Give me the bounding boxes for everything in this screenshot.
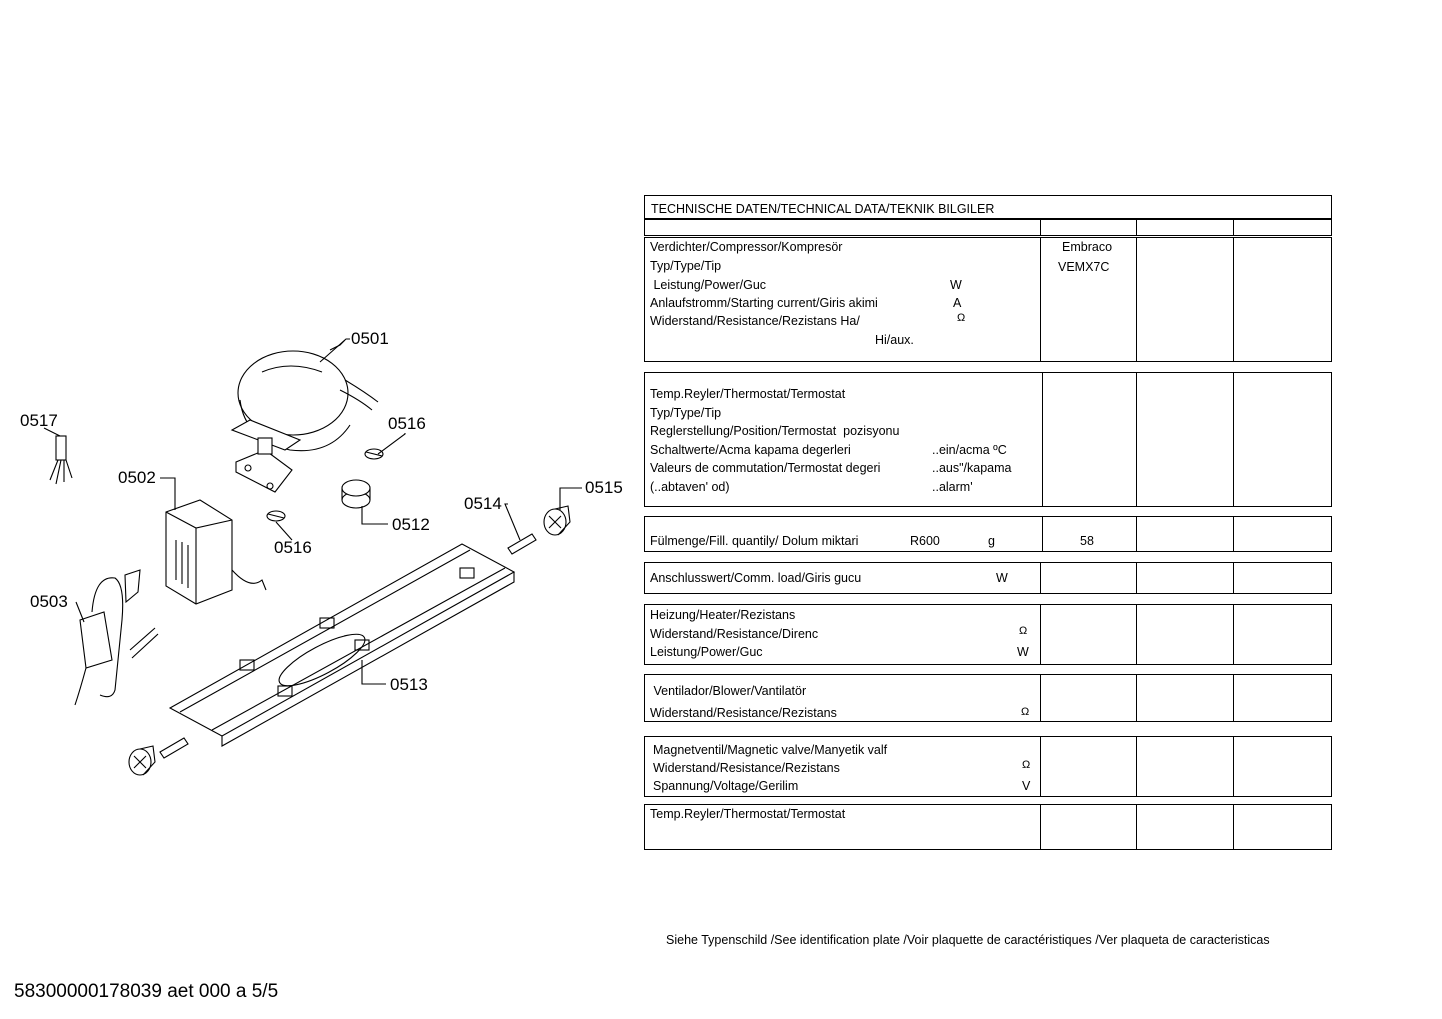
comm-load-label: Anschlusswert/Comm. load/Giris gucu — [650, 571, 862, 585]
compressor-drawing — [232, 340, 378, 492]
compressor-unit-a: A — [953, 296, 962, 310]
compressor-brand-value: Embraco — [1062, 240, 1113, 254]
heater-power-label: Leistung/Power/Guc — [650, 645, 763, 659]
valve-label: Magnetventil/Magnetic valve/Manyetik valf — [653, 743, 888, 757]
compressor-resistance-label: Widerstand/Resistance/Rezistans Ha/ — [650, 314, 860, 328]
part-label-0514: 0514 — [464, 494, 502, 513]
part-label-0503: 0503 — [30, 592, 68, 611]
heater-unit-ohm: Ω — [1019, 625, 1028, 637]
document-id: 58300000178039 aet 000 a 5/5 — [14, 981, 279, 1002]
valve-unit-v: V — [1022, 779, 1031, 793]
compressor-power-label: Leistung/Power/Guc — [650, 278, 767, 292]
heater-label: Heizung/Heater/Rezistans — [650, 608, 796, 622]
compressor-unit-w: W — [950, 278, 962, 292]
part-label-0513: 0513 — [390, 675, 428, 694]
part-label-0501: 0501 — [351, 329, 389, 348]
compressor-label: Verdichter/Compressor/Kompresör — [650, 240, 843, 254]
thermostat-position-label: Reglerstellung/Position/Termostat pozisyonu — [650, 424, 900, 438]
compressor-type-value: VEMX7C — [1058, 260, 1110, 274]
comm-load-unit: W — [996, 571, 1008, 585]
pin-drawing — [508, 534, 536, 554]
thermostat-unit-off: ..aus"/kapama — [932, 461, 1012, 475]
thermostat-switch-label: Schaltwerte/Acma kapama degerleri — [650, 443, 851, 457]
fill-quantity-label: Fülmenge/Fill. quantily/ Dolum miktari — [650, 534, 859, 548]
valve-unit-ohm: Ω — [1022, 759, 1031, 771]
blower-unit-ohm: Ω — [1021, 706, 1030, 718]
part-label-0517: 0517 — [20, 411, 58, 430]
pin-drawing-lower — [160, 738, 188, 758]
valve-resistance-label: Widerstand/Resistance/Rezistans — [653, 761, 840, 775]
bumper-drawing — [342, 480, 370, 508]
table-title: TECHNISCHE DATEN/TECHNICAL DATA/TEKNIK BILGILER — [651, 202, 995, 216]
thermostat-unit-on: ..ein/acma ºC — [932, 443, 1007, 457]
thermostat-defrost-label: (..abtaven' od) — [650, 480, 730, 494]
compressor-current-label: Anlaufstromm/Starting current/Giris akimi — [650, 296, 878, 310]
fill-refrigerant: R600 — [910, 534, 940, 548]
part-label-0516-upper: 0516 — [388, 414, 426, 433]
compressor-unit-ohm: Ω — [957, 312, 966, 324]
fill-unit: g — [988, 534, 995, 548]
part-label-0502: 0502 — [118, 468, 156, 487]
table-header-row — [644, 219, 1332, 236]
wheel-drawing-lower — [129, 746, 155, 775]
heater-unit-w: W — [1017, 645, 1029, 659]
thermostat-type-label: Typ/Type/Tip — [650, 406, 722, 420]
fill-value: 58 — [1080, 534, 1094, 548]
valve-voltage-label: Spannung/Voltage/Gerilim — [653, 779, 799, 793]
identification-plate-note: Siehe Typenschild /See identification plate /Voir plaquette de caractéristiques /Ver plaqueta de caracteristicas — [666, 933, 1270, 947]
wheel-drawing — [544, 506, 570, 535]
parts-diagram — [0, 300, 640, 800]
relay-box-drawing — [166, 500, 266, 604]
compressor-type-label: Typ/Type/Tip — [650, 259, 722, 273]
thermostat-label: Temp.Reyler/Thermostat/Termostat — [650, 387, 846, 401]
connector-drawing — [50, 436, 72, 484]
blower-label: Ventilador/Blower/Vantilatör — [650, 684, 807, 698]
thermostat-unit-alarm: ..alarm' — [932, 480, 973, 494]
part-label-0516-lower: 0516 — [274, 538, 312, 557]
part-label-0512: 0512 — [392, 515, 430, 534]
thermostat2-label: Temp.Reyler/Thermostat/Termostat — [650, 807, 846, 821]
power-cord-drawing — [75, 570, 158, 705]
heater-resistance-label: Widerstand/Resistance/Direnc — [650, 627, 819, 641]
blower-resistance-label: Widerstand/Resistance/Rezistans — [650, 706, 837, 720]
part-label-0515: 0515 — [585, 478, 623, 497]
thermostat-commutation-label: Valeurs de commutation/Termostat degeri — [650, 461, 881, 475]
compressor-aux-label: Hi/aux. — [875, 333, 914, 347]
